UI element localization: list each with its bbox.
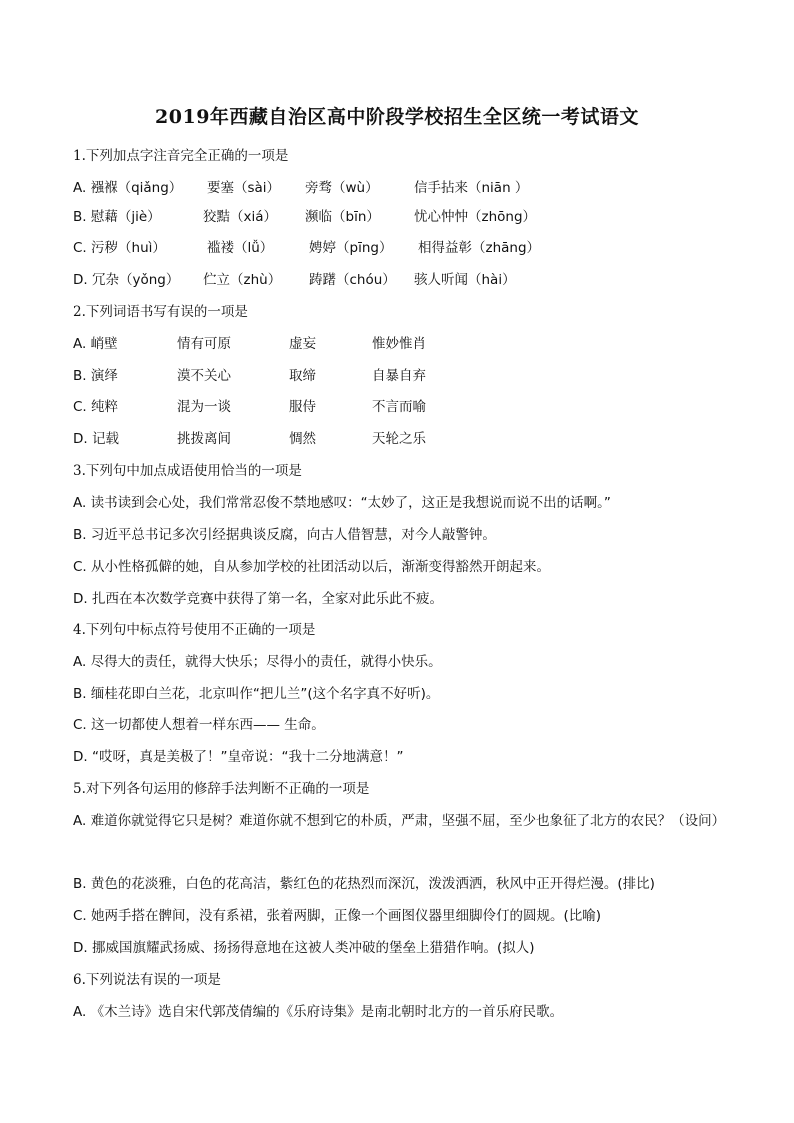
q1-option-b-word-1: B. 慰藉（jiè）: [73, 209, 161, 225]
q1-option-c-word-1: C. 污秽（huì）: [73, 240, 166, 256]
q1-option-d-word-4: 骇人听闻（hài）: [414, 272, 516, 288]
q2-option-a-word-3: 虚妄: [289, 336, 316, 352]
question-5-stem: 5.对下列各句运用的修辞手法判断不正确的一项是: [73, 781, 370, 797]
q2-option-c-word-3: 服侍: [289, 399, 316, 415]
question-4-stem: 4.下列句中标点符号使用不正确的一项是: [73, 622, 316, 638]
q4-option-b: B. 缅桂花即白兰花，北京叫作“把儿兰”(这个名字真不好听)。: [73, 686, 440, 702]
q2-option-d-word-4: 天轮之乐: [372, 431, 426, 447]
q2-option-d-word-3: 惆然: [289, 431, 316, 447]
q3-option-c: C. 从小性格孤僻的她，自从参加学校的社团活动以后，渐渐变得豁然开朗起来。: [73, 559, 551, 575]
q2-option-a-word-1: A. 峭壁: [73, 336, 118, 352]
q4-option-d: D. “哎呀，真是美极了！”皇帝说：“我十二分地满意！”: [73, 749, 404, 765]
question-1-stem: 1.下列加点字注音完全正确的一项是: [73, 148, 289, 164]
q1-option-b-word-4: 忧心忡忡（zhōng）: [414, 209, 537, 225]
q4-option-a: A. 尽得大的责任，就得大快乐；尽得小的责任，就得小快乐。: [73, 654, 442, 670]
q5-option-d: D. 挪威国旗耀武扬威、扬扬得意地在这被人类冲破的堡垒上猎猎作响。(拟人): [73, 940, 535, 956]
q2-option-b-word-4: 自暴自弃: [372, 368, 426, 384]
q1-option-a-word-1: A. 襁褓（qiǎng）: [73, 180, 183, 196]
q2-option-b-word-1: B. 演绎: [73, 368, 118, 384]
q6-option-a: A. 《木兰诗》选自宋代郭茂倩编的《乐府诗集》是南北朝时北方的一首乐府民歌。: [73, 1004, 564, 1020]
q3-option-d: D. 扎西在本次数学竞赛中获得了第一名，全家对此乐此不疲。: [73, 591, 443, 607]
q1-option-b-word-3: 濒临（bīn）: [305, 209, 380, 225]
q2-option-d-word-2: 挑拨离间: [177, 431, 231, 447]
q1-option-d-word-1: D. 冗杂（yǒng）: [73, 272, 180, 288]
q3-option-a: A. 读书读到会心处，我们常常忍俊不禁地感叹：“太妙了，这正是我想说而说不出的话啊。”: [73, 495, 611, 511]
q1-option-b-word-2: 狡黠（xiá）: [203, 209, 278, 225]
q2-option-a-word-2: 情有可原: [177, 336, 231, 352]
q1-option-a-word-2: 要塞（sài）: [207, 180, 281, 196]
question-2-stem: 2.下列词语书写有误的一项是: [73, 304, 248, 320]
page-title: 2019年西藏自治区高中阶段学校招生全区统一考试语文: [155, 106, 639, 128]
q3-option-b: B. 习近平总书记多次引经据典谈反腐，向古人借智慧，对今人敲警钟。: [73, 527, 496, 543]
question-3-stem: 3.下列句中加点成语使用恰当的一项是: [73, 463, 302, 479]
q2-option-b-word-3: 取缔: [289, 368, 316, 384]
q2-option-c-word-4: 不言而喻: [372, 399, 426, 415]
q2-option-c-word-1: C. 纯粹: [73, 399, 119, 415]
q1-option-c-word-3: 娉婷（pīng）: [309, 240, 393, 256]
q1-option-a-word-3: 旁骛（wù）: [305, 180, 379, 196]
q5-option-a: A. 难道你就觉得它只是树？难道你就不想到它的朴质，严肃，坚强不屈，至少也象征了北方的农民？（设问）: [73, 813, 726, 829]
q2-option-d-word-1: D. 记载: [73, 431, 119, 447]
q1-option-c-word-2: 褴褛（lǚ）: [207, 240, 274, 256]
q2-option-b-word-2: 漠不关心: [177, 368, 231, 384]
q4-option-c: C. 这一切都使人想着一样东西—— 生命。: [73, 717, 325, 733]
q5-option-b: B. 黄色的花淡雅，白色的花高洁，紫红色的花热烈而深沉，泼泼洒洒，秋风中正开得烂漫。(排比): [73, 876, 655, 892]
q1-option-d-word-2: 伫立（zhù）: [203, 272, 282, 288]
q2-option-a-word-4: 惟妙惟肖: [372, 336, 426, 352]
q5-option-c: C. 她两手搭在髀间，没有系裙，张着两脚，正像一个画图仪器里细脚伶仃的圆规。(比喻): [73, 908, 602, 924]
q1-option-c-word-4: 相得益彰（zhāng）: [418, 240, 541, 256]
q2-option-c-word-2: 混为一谈: [177, 399, 231, 415]
question-6-stem: 6.下列说法有误的一项是: [73, 972, 221, 988]
q1-option-a-word-4: 信手拈来（niān ）: [414, 180, 529, 196]
q1-option-d-word-3: 踌躇（chóu）: [309, 272, 396, 288]
